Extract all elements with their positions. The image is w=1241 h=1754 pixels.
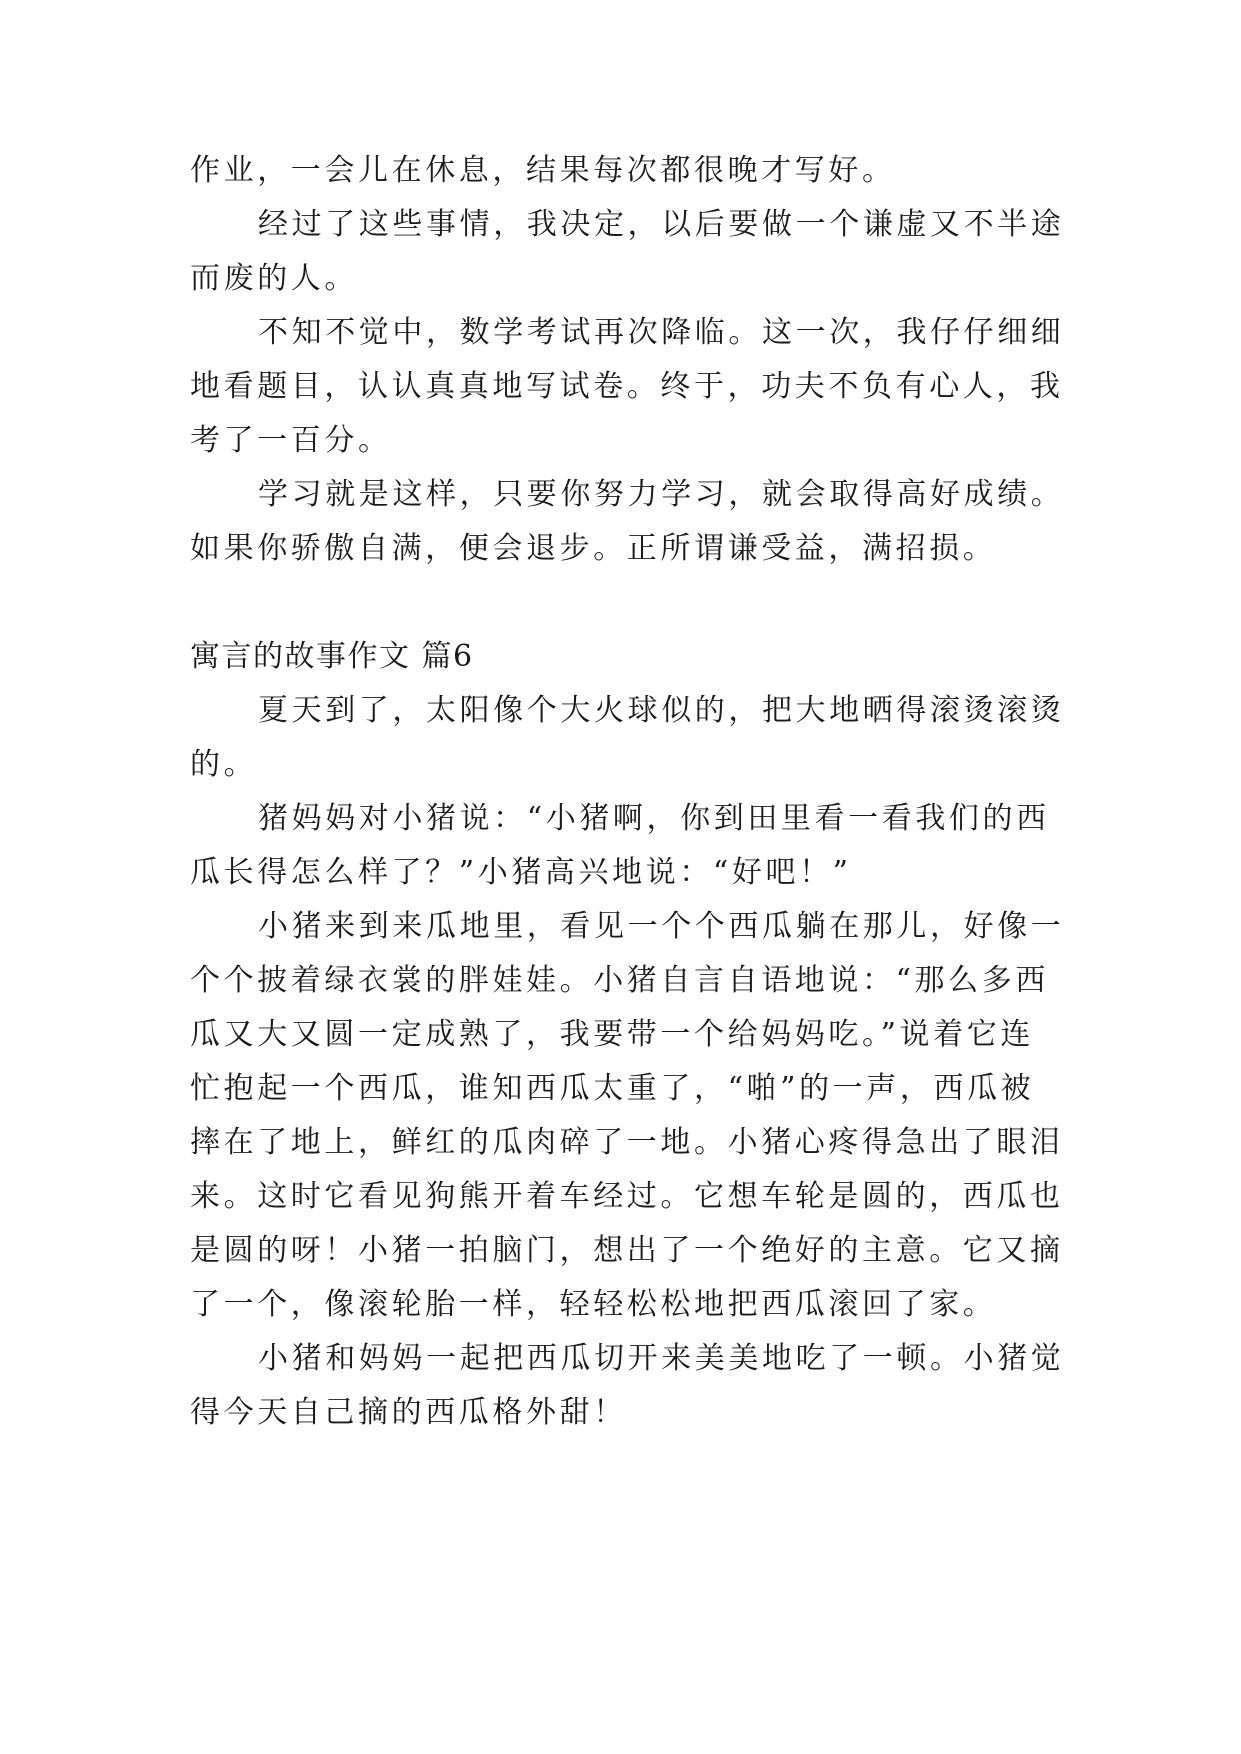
paragraph-line: 学习就是这样，只要你努力学习，就会取得高好成绩。 [258, 477, 1065, 512]
paragraph-line: 不知不觉中，数学考试再次降临。这一次，我仔仔细细 [258, 315, 1065, 350]
text-line: 得今天自己摘的西瓜格外甜！ [190, 1395, 627, 1430]
paragraph-line: 经过了这些事情，我决定，以后要做一个谦虚又不半途 [258, 207, 1065, 242]
paragraph-line: 小猪和妈妈一起把西瓜切开来美美地吃了一顿。小猪觉 [258, 1341, 1065, 1376]
paragraph-line: 猪妈妈对小猪说：“小猪啊，你到田里看一看我们的西 [258, 801, 1050, 836]
text-line: 瓜长得怎么样了？”小猪高兴地说：“好吧！” [190, 855, 852, 890]
text-line: 摔在了地上，鲜红的瓜肉碎了一地。小猪心疼得急出了眼泪 [190, 1125, 1064, 1160]
section-title: 寓言的故事作文 篇6 [190, 639, 474, 674]
text-line: 如果你骄傲自满，便会退步。正所谓谦受益，满招损。 [190, 531, 997, 566]
text-line: 忙抱起一个西瓜，谁知西瓜太重了，“啪”的一声，西瓜被 [190, 1071, 1035, 1106]
text-line: 考了一百分。 [190, 423, 392, 458]
text-line: 地看题目，认认真真地写试卷。终于，功夫不负有心人，我 [190, 369, 1064, 404]
text-line: 而废的人。 [190, 261, 358, 296]
paragraph-line: 小猪来到来瓜地里，看见一个个西瓜躺在那儿，好像一 [258, 909, 1065, 944]
text-line: 了一个，像滚轮胎一样，轻轻松松地把西瓜滚回了家。 [190, 1287, 997, 1322]
paragraph-line: 夏天到了，太阳像个大火球似的，把大地晒得滚烫滚烫 [258, 693, 1065, 728]
text-line: 作业，一会儿在休息，结果每次都很晚才写好。 [190, 153, 896, 188]
text-line: 的。 [190, 747, 258, 782]
text-line: 瓜又大又圆一定成熟了，我要带一个给妈妈吃。”说着它连 [190, 1017, 1034, 1052]
text-line: 来。这时它看见狗熊开着车经过。它想车轮是圆的，西瓜也 [190, 1179, 1064, 1214]
text-line: 是圆的呀！小猪一拍脑门，想出了一个绝好的主意。它又摘 [190, 1233, 1064, 1268]
text-line: 个个披着绿衣裳的胖娃娃。小猪自言自语地说：“那么多西 [190, 963, 1049, 998]
